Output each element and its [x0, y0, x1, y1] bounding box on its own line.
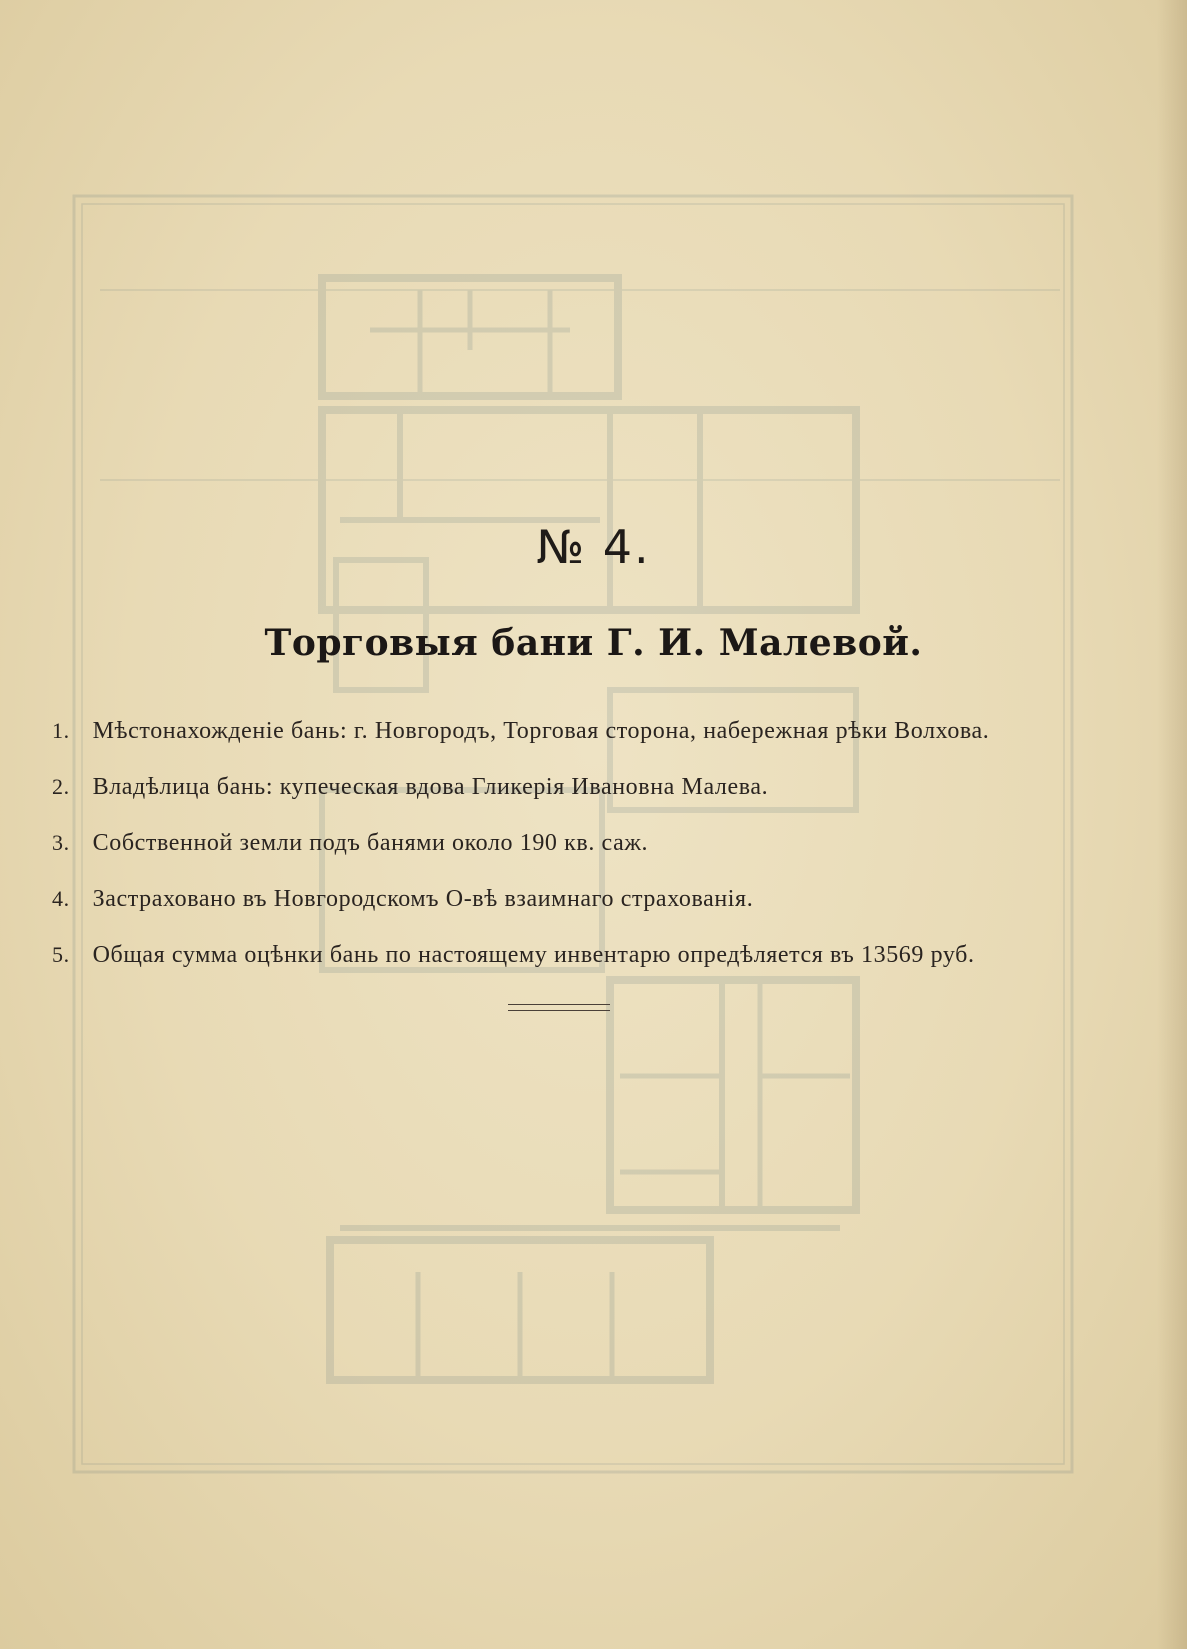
item-number: 3. — [52, 830, 70, 855]
list-item — [52, 826, 1132, 882]
item-text: Мѣстонахожденіе бань: г. Новгородъ, Торговая сторона, набережная рѣки Волхова. — [92, 718, 990, 744]
item-text: Общая сумма оцѣнки бань по настоящему инвентарю опредѣляется въ 13569 руб. — [92, 942, 975, 968]
list-item — [52, 714, 1132, 770]
document-number: № 4. — [536, 520, 651, 574]
item-number: 2. — [52, 774, 70, 799]
item-text: Застраховано въ Новгородскомъ О-вѣ взаимнаго страхованія. — [92, 886, 754, 912]
item-text: Собственной земли подъ банями около 190 кв. саж. — [92, 830, 649, 856]
item-number: 5. — [52, 942, 70, 967]
list-item — [52, 770, 1132, 826]
property-details-list — [52, 714, 1132, 994]
list-item — [52, 938, 1132, 994]
document-title: Торговыя бани Г. И. Малевой. — [264, 622, 923, 664]
item-number: 1. — [52, 718, 70, 743]
list-item — [52, 882, 1132, 938]
item-text: Владѣлица бань: купеческая вдова Гликерія Ивановна Малева. — [92, 774, 769, 800]
section-divider — [508, 1004, 610, 1011]
item-number: 4. — [52, 886, 70, 911]
